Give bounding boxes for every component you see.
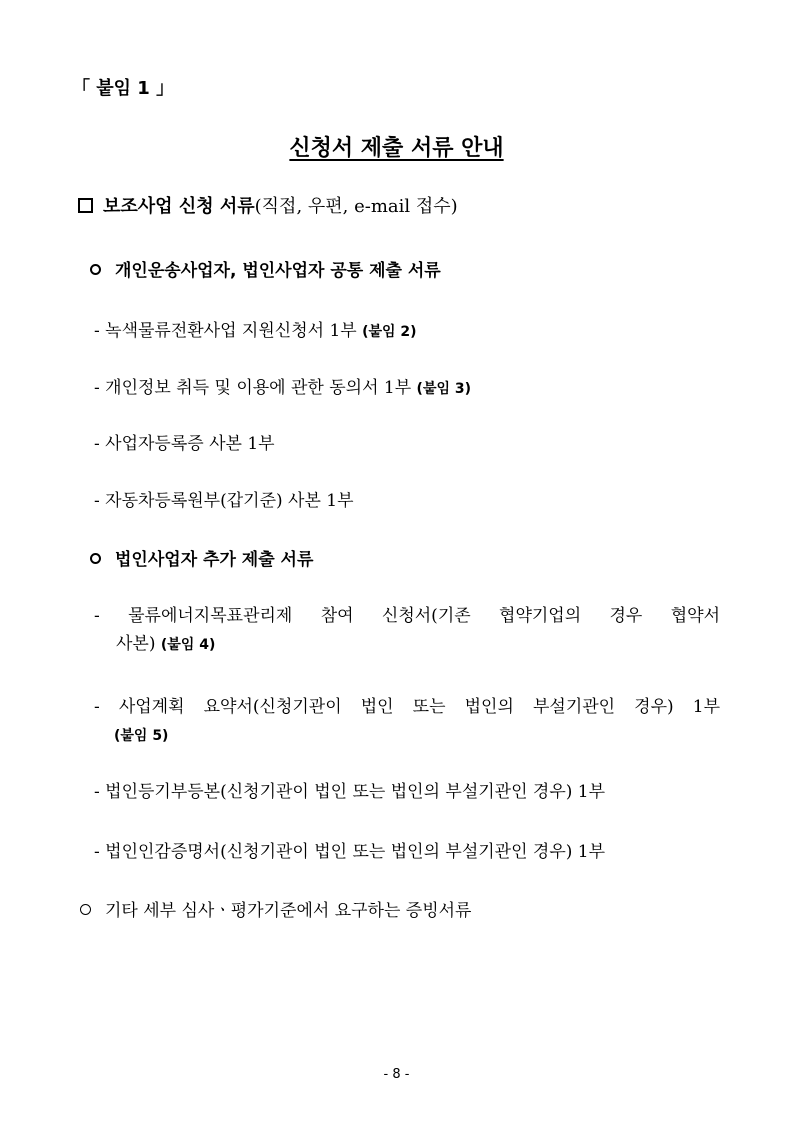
- list-item-text: - 개인정보 취득 및 이용에 관한 동의서 1부: [94, 378, 417, 398]
- attachment-ref-label: (붙임 2): [362, 324, 417, 340]
- attachment-ref-label: (붙임 3): [416, 381, 472, 397]
- list-item-text: - 사업자등록증 사본 1부: [94, 434, 275, 454]
- circle-bullet-icon: [90, 264, 101, 275]
- list-item-continuation: [94, 630, 720, 659]
- list-item: [94, 429, 275, 454]
- list-item: [94, 373, 471, 398]
- corporate-documents-heading: [90, 545, 313, 570]
- circle-bullet-icon: [90, 553, 101, 564]
- other-documents-note-text: 기타 세부 심사ㆍ평가기준에서 요구하는 증빙서류: [105, 901, 472, 921]
- list-item-continuation: [94, 721, 720, 750]
- list-item-text: - 법인등기부등본(신청기관이 법인 또는 법인의 부설기관인 경우) 1부: [94, 782, 606, 802]
- list-item: [94, 777, 605, 802]
- corporate-documents-heading-text: 법인사업자 추가 제출 서류: [115, 550, 314, 570]
- list-item: [94, 602, 720, 659]
- list-item-text: - 물류에너지목표관리제 참여 신청서(기존 협약기업의 경우 협약서: [94, 606, 720, 626]
- attachment-reference: 「 붙임 1 」: [72, 78, 175, 99]
- list-item-text: - 법인인감증명서(신청기관이 법인 또는 법인의 부설기관인 경우) 1부: [94, 842, 606, 862]
- list-item: [94, 486, 354, 511]
- list-item-text: - 사업계획 요약서(신청기관이 법인 또는 법인의 부설기관인 경우) 1부: [94, 697, 720, 717]
- list-item: [94, 837, 605, 862]
- common-documents-heading-text: 개인운송사업자, 법인사업자 공통 제출 서류: [115, 261, 441, 281]
- page-number: - 8 -: [383, 1067, 410, 1082]
- checkbox-square-icon: [78, 198, 93, 213]
- list-item: [94, 693, 720, 750]
- list-item-text: - 자동차등록원부(갑기준) 사본 1부: [94, 491, 354, 511]
- circle-bullet-icon: [80, 904, 91, 915]
- other-documents-note: [80, 896, 471, 921]
- list-item-continuation-text: 사본): [116, 634, 161, 654]
- section-heading-note: (직접, 우편, e-mail 접수): [254, 196, 458, 217]
- document-title: 신청서 제출 서류 안내: [289, 136, 504, 161]
- section-heading: [78, 192, 458, 218]
- list-item-text: - 녹색물류전환사업 지원신청서 1부: [94, 321, 363, 341]
- common-documents-heading: [90, 256, 441, 281]
- section-heading-title: 보조사업 신청 서류: [103, 196, 255, 217]
- attachment-ref-label: (붙임 4): [160, 637, 216, 653]
- list-item: [94, 316, 417, 341]
- attachment-ref-label: (붙임 5): [114, 728, 169, 744]
